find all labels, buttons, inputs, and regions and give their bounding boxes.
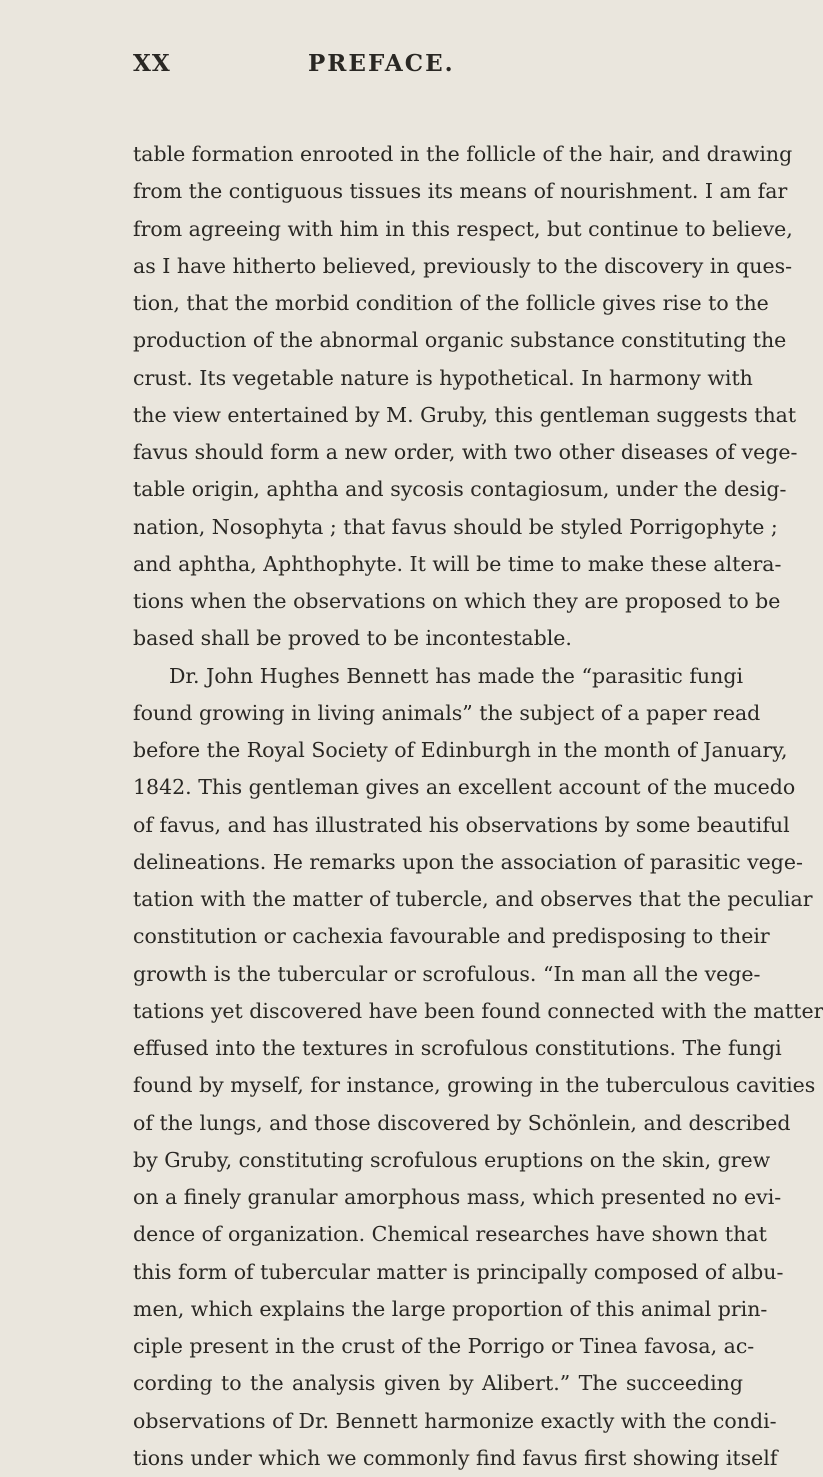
text-line: based shall be proved to be incontestable.: [133, 626, 572, 651]
text-line: nation, Nosophyta ; that favus should be styled Porrigophyte ;: [133, 514, 778, 539]
text-line: men, which explains the large proportion of this animal prin-: [133, 1296, 768, 1321]
text-line: cording to the analysis given by Alibert.” The succeeding: [133, 1371, 743, 1396]
text-line: as I have hitherto believed, previously to the discovery in ques-: [133, 253, 793, 278]
text-line: before the Royal Society of Edinburgh in the month of January,: [133, 738, 788, 762]
text-line: tations yet discovered have been found connected with the matter: [133, 998, 823, 1023]
text-line: of favus, and has illustrated his observations by some beautiful: [133, 812, 790, 837]
text-line: tions when the observations on which they are proposed to be: [133, 589, 781, 613]
text-line: constitution or cachexia favourable and predisposing to their: [133, 924, 770, 949]
text-line: by Gruby, constituting scrofulous eruptions on the skin, grew: [133, 1147, 771, 1172]
text-line: ciple present in the crust of the Porrigo or Tinea favosa, ac-: [133, 1334, 755, 1358]
text-line: observations of Dr. Bennett harmonize exactly with the condi-: [133, 1408, 777, 1433]
text-line: from agreeing with him in this respect, but continue to believe,: [133, 216, 793, 241]
text-line: production of the abnormal organic substance constituting the: [133, 328, 787, 353]
text-line: and aphtha, Aphthophyte. It will be time to make these altera-: [133, 551, 782, 576]
text-line: the view entertained by M. Gruby, this gentleman suggests that: [133, 402, 797, 427]
text-line: growth is the tubercular or scrofulous. “In man all the vege-: [133, 961, 761, 986]
text-line: on a finely granular amorphous mass, which presented no evi-: [133, 1185, 782, 1209]
text-line: Dr. John Hughes Bennett has made the “parasitic fungi: [169, 663, 743, 688]
text-line: delineations. He remarks upon the association of parasitic vege-: [133, 849, 803, 874]
text-line: of the lungs, and those discovered by Schönlein, and described: [133, 1110, 791, 1135]
body-text: [133, 136, 823, 1477]
text-line: favus should form a new order, with two other diseases of vege-: [133, 440, 798, 464]
page-header: [133, 50, 753, 80]
text-line: 1842. This gentleman gives an excellent account of the mucedo: [133, 775, 796, 800]
running-head: PREFACE.: [308, 50, 455, 77]
text-line: dence of organization. Chemical researches have shown that: [133, 1222, 767, 1247]
text-line: this form of tubercular matter is principally composed of albu-: [133, 1259, 784, 1284]
text-line: found growing in living animals” the subject of a paper read: [133, 700, 761, 725]
text-line: tation with the matter of tubercle, and observes that the peculiar: [133, 887, 813, 911]
page-number: XX: [133, 50, 171, 77]
text-line: crust. Its vegetable nature is hypothetical. In harmony with: [133, 365, 753, 390]
text-line: table formation enrooted in the follicle of the hair, and drawing: [133, 142, 793, 166]
text-line: effused into the textures in scrofulous constitutions. The fungi: [133, 1036, 782, 1060]
text-line: found by myself, for instance, growing in the tuberculous cavities: [133, 1073, 816, 1098]
text-line: table origin, aphtha and sycosis contagiosum, under the desig-: [133, 477, 787, 502]
text-line: tion, that the morbid condition of the follicle gives rise to the: [133, 291, 769, 315]
text-line: tions under which we commonly find favus first showing itself: [133, 1445, 778, 1470]
text-line: from the contiguous tissues its means of nourishment. I am far: [133, 179, 788, 204]
